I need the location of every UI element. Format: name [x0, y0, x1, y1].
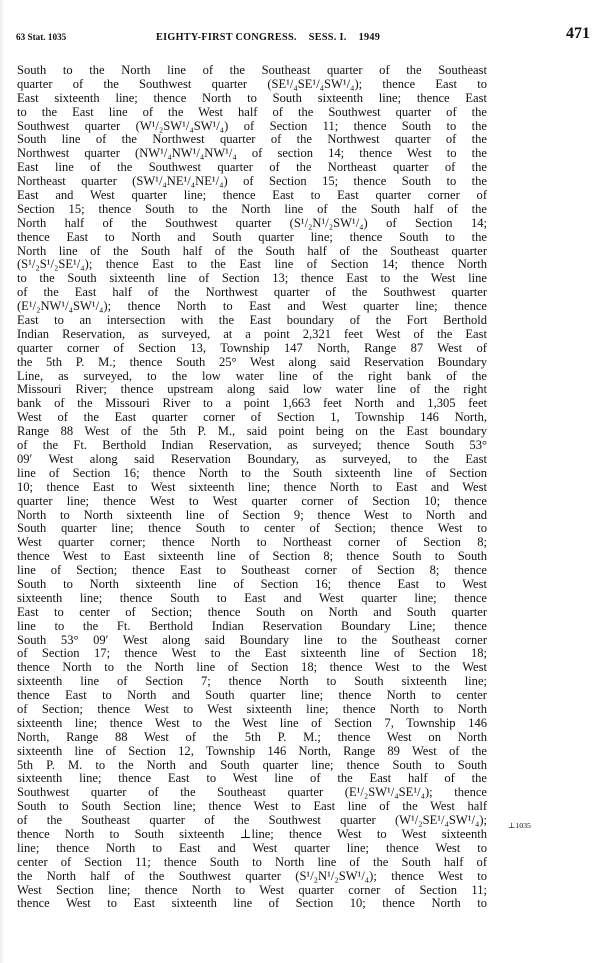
text-line: Southwest quarter of the Southeast quarter (E¹/₂SW¹/₄SE¹/₄); thence: [17, 786, 487, 800]
text-line: of the East half of the Northwest quarter of the Southwest quarter: [17, 286, 487, 300]
text-line: 5th P. M. to the North and South quarter line; thence South to South: [17, 758, 487, 772]
text-line: sixteenth line; thence West to the West line of Section 7, Township 146: [17, 716, 487, 730]
text-line: Northeast quarter (SW¹/₄NE¹/₄NE¹/₄) of Section 15; thence South to the: [17, 175, 487, 189]
text-line: East line of the Southwest quarter of the Northeast quarter of the: [17, 161, 487, 175]
text-line: the 5th P. M.; thence South 25° West along said Reservation Boundary: [17, 355, 487, 369]
text-line: East to an intersection with the East boundary of the Fort Berthold: [17, 314, 487, 328]
text-line: (S¹/₂S¹/₂SE¹/₄); thence East to the East line of Section 14; thence North: [17, 258, 487, 272]
page-header: [16, 24, 592, 48]
text-line: Section 15; thence South to the North line of the South half of the: [17, 202, 487, 216]
text-line: South to South Section line; thence West to East line of the West half: [17, 800, 487, 814]
text-line: center of Section 11; thence South to North line of the South half of: [17, 855, 487, 869]
scan-edge-shadow: [0, 0, 4, 963]
text-line: South quarter line; thence South to center of Section; thence West to: [17, 522, 487, 536]
text-line: North, Range 88 West of the 5th P. M.; thence West on North: [17, 730, 487, 744]
text-line: of the Ft. Berthold Indian Reservation, as surveyed; thence South 53°: [17, 439, 487, 453]
text-line: 09′ West along said Reservation Boundary, as surveyed, to the East: [17, 452, 487, 466]
text-line: thence West to East sixteenth line of Section 8; thence South to South: [17, 550, 487, 564]
text-line: South line of the Northwest quarter of the Northwest quarter of the: [17, 133, 487, 147]
session-label: SESS. I.: [308, 32, 347, 43]
text-line: thence North to South sixteenth ⊥line; thence West to West sixteenth: [17, 827, 487, 841]
text-line: the North half of the Southwest quarter (S¹/₂N¹/₂SW¹/₄); thence West to: [17, 869, 487, 883]
text-line: quarter line; thence West to West quarter corner of Section 10; thence: [17, 494, 487, 508]
text-line: West Section line; thence North to West quarter corner of Section 11;: [17, 883, 487, 897]
text-line: North to North sixteenth line of Section 9; thence West to North and: [17, 508, 487, 522]
text-line: South to North sixteenth line of Section 16; thence East to West: [17, 577, 487, 591]
statute-body-text: [17, 64, 487, 911]
text-line: thence West to East sixteenth line of Section 10; thence North to: [17, 897, 487, 911]
margin-page-reference: ⊥1035: [508, 821, 531, 830]
text-line: line of Section 16; thence North to the South sixteenth line of Section: [17, 466, 487, 480]
text-line: East to center of Section; thence South on North and South quarter: [17, 605, 487, 619]
statute-citation: 63 Stat. 1035: [16, 32, 67, 42]
text-line: Northwest quarter (NW¹/₄NW¹/₄NW¹/₄ of section 14; thence West to the: [17, 147, 487, 161]
text-line: South 53° 09′ West along said Boundary line to the Southeast corner: [17, 633, 487, 647]
text-line: Indian Reservation, as surveyed, at a point 2,321 feet West of the East: [17, 327, 487, 341]
text-line: 10; thence East to West sixteenth line; thence North to East and West: [17, 480, 487, 494]
text-line: bank of the Missouri River to a point 1,663 feet North and 1,305 feet: [17, 397, 487, 411]
text-line: (E¹/₂NW¹/₄SW¹/₄); thence North to East and West quarter line; thence: [17, 300, 487, 314]
text-line: Range 88 West of the 5th P. M., said point being on the East boundary: [17, 425, 487, 439]
text-line: of the Southeast quarter of the Southwest quarter (W¹/₂SE¹/₄SW¹/₄);: [17, 814, 487, 828]
text-line: line of Section; thence East to Southeast corner of Section 8; thence: [17, 564, 487, 578]
page-number: 471: [566, 25, 590, 42]
text-line: to the South sixteenth line of Section 13; thence East to the West line: [17, 272, 487, 286]
text-line: North line of the South half of the South half of the Southeast quarter: [17, 244, 487, 258]
text-line: quarter corner of Section 13, Township 147 North, Range 87 West of: [17, 341, 487, 355]
text-line: South to the North line of the Southeast quarter of the Southeast: [17, 64, 487, 77]
text-line: sixteenth line of Section 12, Township 146 North, Range 89 West of the: [17, 744, 487, 758]
text-line: line to the Ft. Berthold Indian Reservation Boundary Line; thence: [17, 619, 487, 633]
text-line: of Section 17; thence West to the East sixteenth line of Section 18;: [17, 647, 487, 661]
text-line: line; thence North to East and West quarter line; thence West to: [17, 841, 487, 855]
text-line: quarter of the Southwest quarter (SE¹/₄SE¹/₄SW¹/₄); thence East to: [17, 77, 487, 91]
congress-label: EIGHTY-FIRST CONGRESS.: [156, 32, 297, 43]
text-line: North half of the Southwest quarter (S¹/₂N¹/₂SW¹/₄) of Section 14;: [17, 216, 487, 230]
text-line: thence East to North and South quarter line; thence South to the: [17, 230, 487, 244]
text-line: of Section; thence West to West sixteenth line; thence North to North: [17, 702, 487, 716]
text-line: sixteenth line; thence East to West line of the East half of the: [17, 772, 487, 786]
text-line: to the East line of the West half of the Southwest quarter of the: [17, 105, 487, 119]
text-line: East and West quarter line; thence East to East quarter corner of: [17, 189, 487, 203]
running-title: [156, 32, 392, 43]
text-line: thence North to the North line of Section 18; thence West to the West: [17, 661, 487, 675]
text-line: East sixteenth line; thence North to South sixteenth line; thence East: [17, 91, 487, 105]
text-line: Southwest quarter (W¹/₂SW¹/₄SW¹/₄) of Section 11; thence South to the: [17, 119, 487, 133]
text-line: West quarter corner; thence North to Northeast corner of Section 8;: [17, 536, 487, 550]
text-line: West of the East quarter corner of Section 1, Township 146 North,: [17, 411, 487, 425]
text-line: Line, as surveyed, to the low water line of the right bank of the: [17, 369, 487, 383]
text-line: sixteenth line of Section 7; thence North to South sixteenth line;: [17, 675, 487, 689]
text-line: Missouri River; thence upstream along said low water line of the right: [17, 383, 487, 397]
year-label: 1949: [358, 32, 381, 43]
text-line: thence East to North and South quarter line; thence North to center: [17, 689, 487, 703]
text-line: sixteenth line; thence South to East and West quarter line; thence: [17, 591, 487, 605]
